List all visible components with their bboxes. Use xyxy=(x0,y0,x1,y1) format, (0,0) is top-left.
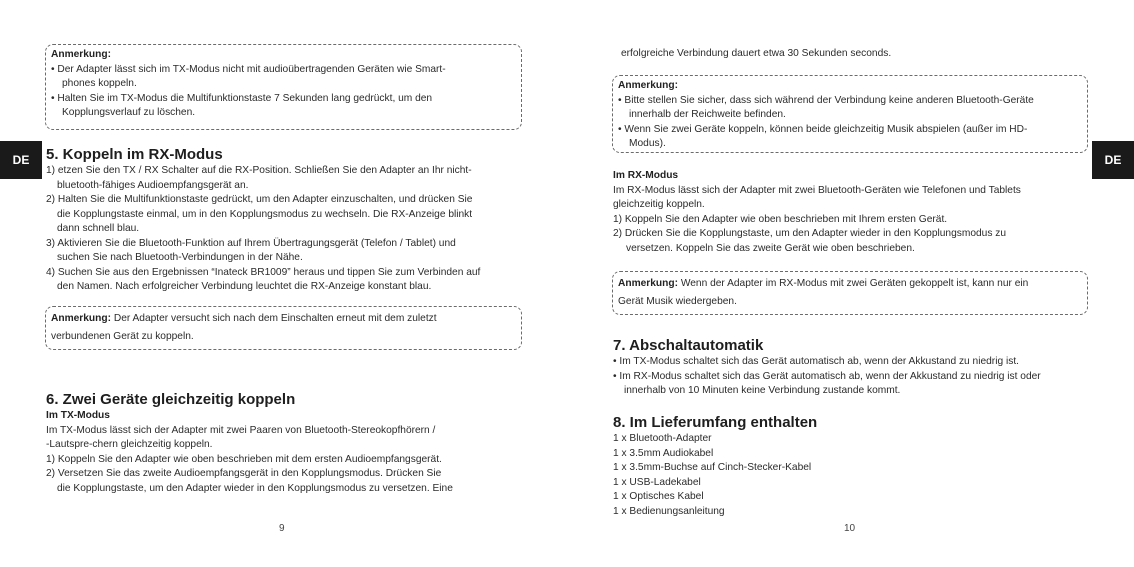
note-line: innerhalb der Reichweite befinden. xyxy=(629,109,786,120)
note-box-two-devices xyxy=(612,75,1088,153)
bullet-line: • Im TX-Modus schaltet sich das Gerät automatisch ab, wenn der Akkustand zu niedrig ist. xyxy=(613,356,1019,367)
step-line: versetzen. Koppeln Sie das zweite Gerät wie oben beschrieben. xyxy=(626,242,915,254)
section-7-body xyxy=(613,355,1093,399)
note-line: • Wenn Sie zwei Geräte koppeln, können beide gleichzeitig Musik abspielen (außer im HD- xyxy=(618,123,1028,135)
section-5-body xyxy=(46,164,526,295)
bullet-line: • Im RX-Modus schaltet sich das Gerät automatisch ab, wenn der Akkustand zu niedrig ist oder xyxy=(613,370,1041,382)
step-line: 1) Koppeln Sie den Adapter wie oben beschrieben mit Ihrem ersten Gerät. xyxy=(613,213,948,225)
list-item: 1 x 3.5mm Audiokabel xyxy=(613,447,714,459)
page-number-right: 10 xyxy=(844,523,856,534)
note-title: Anmerkung: xyxy=(51,49,111,60)
language-tab-left: DE xyxy=(0,141,42,179)
step-line: 1) etzen Sie den TX / RX Schalter auf die RX-Position. Schließen Sie den Adapter an Ihr nicht- xyxy=(46,165,472,176)
step-line: bluetooth-fähiges Audioempfangsgerät an. xyxy=(57,179,249,191)
section-6-heading: 6. Zwei Geräte gleichzeitig koppeln xyxy=(46,391,296,408)
note-line: Gerät Musik wiedergeben. xyxy=(618,295,737,307)
note-line: Wenn der Adapter im RX-Modus mit zwei Geräten gekoppelt ist, kann nur ein xyxy=(678,278,1029,289)
section-6-body xyxy=(46,409,526,496)
note-line: phones koppeln. xyxy=(62,78,137,89)
list-item: 1 x Bedienungsanleitung xyxy=(613,505,725,517)
step-line: die Kopplungstaste einmal, um in den Kopplungsmodus zu wechseln. Die RX-Anzeige blinkt xyxy=(57,208,473,220)
step-line: suchen Sie nach Bluetooth-Verbindungen in der Nähe. xyxy=(57,252,303,263)
note-title: Anmerkung: xyxy=(618,80,678,91)
note-title: Anmerkung: xyxy=(51,313,111,324)
step-line: 2) Drücken Sie die Kopplungstaste, um den Adapter wieder in den Kopplungsmodus zu xyxy=(613,228,1007,239)
list-item: 1 x USB-Ladekabel xyxy=(613,476,701,488)
step-line: 1) Koppeln Sie den Adapter wie oben beschrieben mit dem ersten Audioempfangsgerät. xyxy=(46,453,442,465)
step-line: 3) Aktivieren Sie die Bluetooth-Funktion auf Ihrem Übertragungsgerät (Telefon / Tablet) und xyxy=(46,237,456,249)
note-line: Der Adapter versucht sich nach dem Einschalten erneut mit dem zuletzt xyxy=(111,313,437,324)
note-line: Modus). xyxy=(629,138,666,149)
note-line: • Halten Sie im TX-Modus die Multifunktionstaste 7 Sekunden lang gedrückt, um den xyxy=(51,92,433,104)
step-line: 2) Halten Sie die Multifunktionstaste gedrückt, um den Adapter einzuschalten, und drücken Sie xyxy=(46,194,473,205)
body-line: -Lautspre-chern gleichzeitig koppeln. xyxy=(46,439,213,450)
step-line: 2) Versetzen Sie das zweite Audioempfangsgerät in den Kopplungsmodus. Drücken Sie xyxy=(46,468,442,479)
page-number-left: 9 xyxy=(279,523,285,534)
bullet-line: innerhalb von 10 Minuten keine Verbindung zustande kommt. xyxy=(624,385,901,396)
step-line: die Kopplungstaste, um den Adapter wieder in den Kopplungsmodus zu versetzen. Eine xyxy=(57,482,453,494)
body-line: gleichzeitig koppeln. xyxy=(613,199,705,210)
list-item: 1 x 3.5mm-Buchse auf Cinch-Stecker-Kabel xyxy=(613,462,812,473)
note-box-tx-pairing xyxy=(45,44,522,130)
language-tab-right: DE xyxy=(1092,141,1134,179)
note-title: Anmerkung: xyxy=(618,278,678,289)
note-line: • Der Adapter lässt sich im TX-Modus nicht mit audioübertragenden Geräten wie Smart- xyxy=(51,63,446,75)
package-contents-list xyxy=(613,432,1013,519)
rx-mode-subheading: Im RX-Modus xyxy=(613,170,679,181)
body-line: Im TX-Modus lässt sich der Adapter mit zwei Paaren von Bluetooth-Stereokopfhörern / xyxy=(46,424,436,436)
list-item: 1 x Bluetooth-Adapter xyxy=(613,433,712,444)
body-line: Im RX-Modus lässt sich der Adapter mit zwei Bluetooth-Geräten wie Telefonen und Tablets xyxy=(613,184,1021,196)
continuation-text: erfolgreiche Verbindung dauert etwa 30 Sekunden seconds. xyxy=(621,48,892,59)
note-box-rx-reconnect xyxy=(45,306,522,350)
note-box-rx-music xyxy=(612,271,1088,315)
list-item: 1 x Optisches Kabel xyxy=(613,491,704,502)
note-line: Kopplungsverlauf zu löschen. xyxy=(62,107,196,118)
right-page xyxy=(567,0,1134,567)
section-7-heading: 7. Abschaltautomatik xyxy=(613,337,764,354)
note-line: • Bitte stellen Sie sicher, dass sich während der Verbindung keine anderen Bluetooth-Geräte xyxy=(618,94,1034,106)
step-line: 4) Suchen Sie aus den Ergebnissen “Inateck BR1009” heraus und tippen Sie zum Verbinden auf xyxy=(46,266,481,278)
step-line: dann schnell blau. xyxy=(57,223,140,234)
note-line: verbundenen Gerät zu koppeln. xyxy=(51,330,194,342)
rx-mode-section xyxy=(613,169,1093,256)
tx-mode-subheading: Im TX-Modus xyxy=(46,410,110,421)
section-8-heading: 8. Im Lieferumfang enthalten xyxy=(613,414,818,431)
section-5-heading: 5. Koppeln im RX-Modus xyxy=(46,146,223,163)
step-line: den Namen. Nach erfolgreicher Verbindung leuchtet die RX-Anzeige konstant blau. xyxy=(57,281,432,292)
